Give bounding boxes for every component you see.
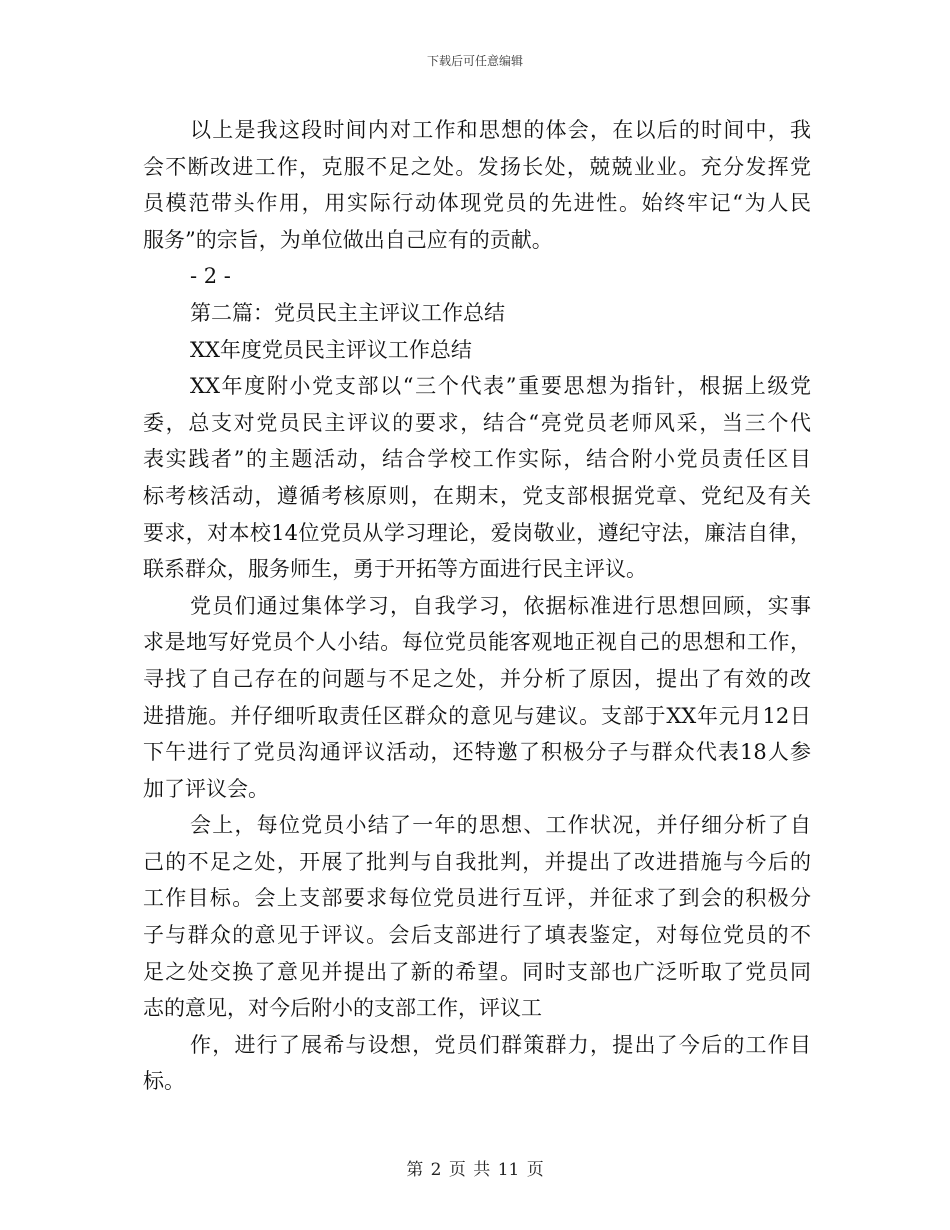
document-body: [143, 112, 811, 1100]
text-line: 党员们通过集体学习，自我学习，依据标准进行思想回顾，实事: [190, 593, 811, 618]
text-line: 寻找了自己存在的问题与不足之处，并分析了原因，提出了有效的改: [143, 666, 811, 691]
text-line: 委，总支对党员民主评议的要求，结合“亮党员老师风采，当三个代: [143, 410, 811, 435]
text-line: 要求，对本校14位党员从学习理论，爱岗敬业，遵纪守法，廉洁自律，: [143, 520, 811, 545]
text-line: 求是地写好党员个人小结。每位党员能客观地正视自己的思想和工作，: [143, 630, 811, 655]
text-line: XX年度党员民主评议工作总结: [190, 337, 472, 362]
page-footer: 第 2 页 共 11 页: [406, 1160, 544, 1180]
text-line: XX年度附小党支部以“三个代表”重要思想为指针，根据上级党: [190, 374, 811, 399]
text-line: 己的不足之处，开展了批判与自我批判，并提出了改进措施与今后的: [143, 849, 811, 874]
text-line: 足之处交换了意见并提出了新的希望。同时支部也广泛听取了党员同: [143, 959, 811, 984]
text-line: 工作目标。会上支部要求每位党员进行互评，并征求了到会的积极分: [143, 886, 811, 911]
text-line: 作，进行了展希与设想，党员们群策群力，提出了今后的工作目: [190, 1032, 811, 1057]
text-line: 进措施。并仔细听取责任区群众的意见与建议。支部于XX年元月12日: [143, 703, 811, 728]
text-line: 第二篇：党员民主主评议工作总结: [190, 300, 505, 325]
text-line: 以上是我这段时间内对工作和思想的体会，在以后的时间中，我: [190, 118, 811, 142]
text-line: 标考核活动，遵循考核原则，在期末，党支部根据党章、党纪及有关: [143, 483, 811, 508]
text-line: - 2 -: [190, 264, 231, 289]
text-line: 志的意见，对今后附小的支部工作，评议工: [143, 996, 542, 1021]
text-line: 子与群众的意见于评议。会后支部进行了填表鉴定，对每位党员的不: [143, 923, 811, 948]
text-line: 表实践者”的主题活动，结合学校工作实际，结合附小党员责任区目: [143, 447, 811, 472]
text-line: 会上，每位党员小结了一年的思想、工作状况，并仔细分析了自: [190, 813, 811, 838]
text-line: 员模范带头作用，用实际行动体现党员的先进性。始终牢记“为人民: [143, 191, 811, 216]
text-line: 会不断改进工作，克服不足之处。发扬长处，兢兢业业。充分发挥党: [143, 154, 811, 179]
text-line: 加了评议会。: [143, 776, 269, 801]
text-line: 联系群众，服务师生，勇于开拓等方面进行民主评议。: [143, 557, 647, 582]
text-line: 标。: [143, 1069, 185, 1094]
page-header: 下载后可任意编辑: [426, 54, 523, 68]
text-line: 下午进行了党员沟通评议活动，还特邀了积极分子与群众代表18人参: [143, 740, 811, 765]
text-line: 服务”的宗旨，为单位做出自己应有的贡献。: [143, 227, 553, 252]
